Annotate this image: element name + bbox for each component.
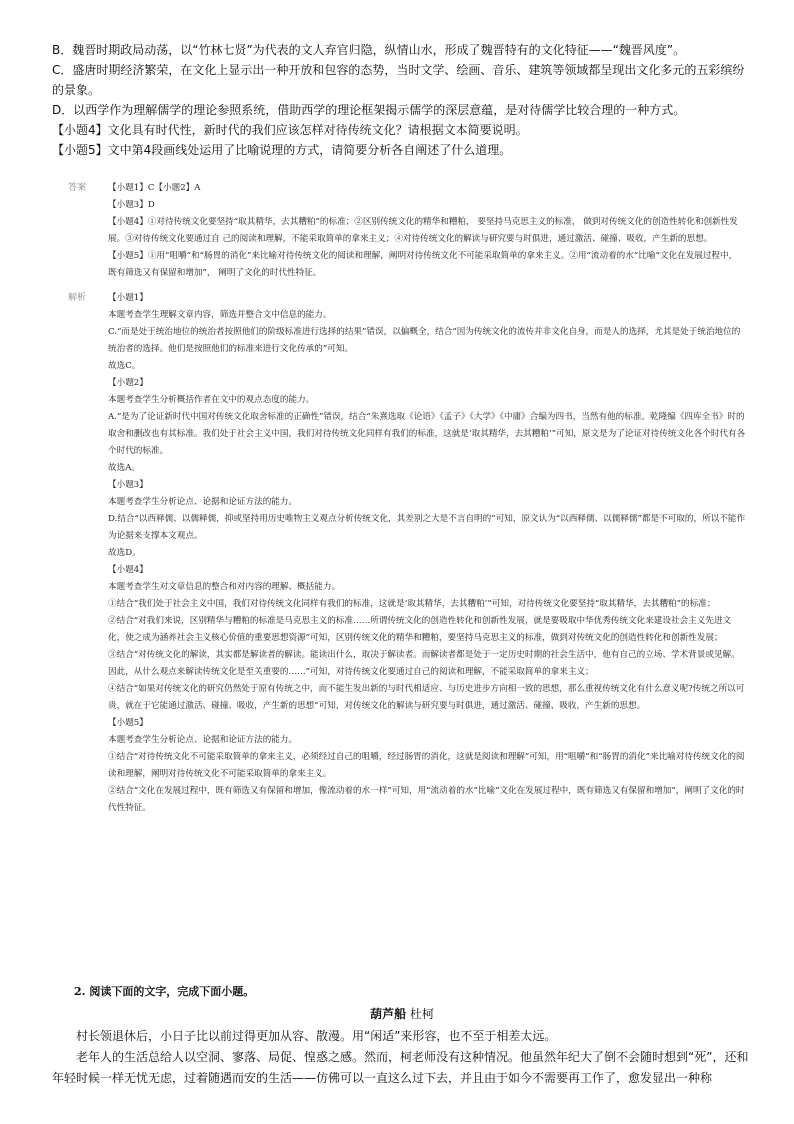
analysis-line: 故选A。 [108,463,140,473]
analysis-line: 【小题5】 [108,718,148,728]
analysis-line: ②结合“对我们来说，区别精华与糟粕的标准是马克思主义的标准……所谓传统文化的创造性转化和创新性发展，就是要吸取中华优秀传统文化来建设社会主义先进文化，使之成为涵养社会主义核心价值的重要思想资源”可知，区别传统文化的精华和糟粕，要坚持马克思主义的标准，做到对传统文化的创造性转化和创新性发展； [108,616,732,643]
option-c: C．盛唐时期经济繁荣，在文化上显示出一种开放和包容的态势，当时文学、绘画、音乐、建筑等领域都呈现出文化多元的五彩缤纷的景象。 [52,63,745,97]
answer-analysis-section [68,180,748,817]
passage-author: 杜柯 [409,1007,434,1021]
analysis-line: 故选C。 [108,361,141,371]
analysis-label: 解析 [68,293,87,303]
analysis-line: 故选D。 [108,548,141,558]
analysis-line: 【小题2】 [108,378,148,388]
answer-line: 【小题4】①对待传统文化要坚持“取其精华，去其糟粕”的标准；②区别传统文化的精华和糟粕， 要坚持马克思主义的标准， 做到对传统文化的创造性转化和创新性发展。③对待传统文化要通过自 己的阅读和理解，不能采取简单的拿来主义；④对待传统文化的解读与研究要与时俱进，通过激活、碰撞、吸收，产生新的思想。 [108,217,738,244]
answer-lines [108,180,748,282]
analysis-block [68,290,748,817]
passage-paragraph: 老年人的生活总给人以空洞、寥落、局促、惶惑之感。然而，柯老师没有这种情况。他虽然年纪大了倒不会随时想到“死”，还和年轻时候一样无忧无虑，过着随遇而安的生活——仿佛可以一直这么过下去，并且由于如今不需要再工作了，愈发显出一种称 [52,1050,749,1085]
analysis-line: ③结合“对传统文化的解读，其实都是解读者的解读。能读出什么，取决于解读者。而解读者都是处于一定历史时期的社会生活中，他有自己的立场、学术背景或见解。因此，从什么观点来解读传统文化是至关重要的……”可知，对待传统文化要通过自己的阅读和理解，不能采取简单的拿来主义； [108,650,740,677]
analysis-line: 本题考查学生分析论点、论据和论证方法的能力。 [108,735,298,745]
passage-title: 葫芦船 [370,1007,407,1021]
sub-question-4: 【小题4】文化具有时代性，新时代的我们应该怎样对待传统文化？请根据文本简要说明。 [52,123,528,137]
analysis-line: A.“是为了论证新时代中国对传统文化取舍标准的正确性”错误，结合“朱熹选取《论语》《孟子》《大学》《中庸》合编为四书，当然有他的标准。乾隆编《四库全书》时的取舍和删改也有其标准。我们处于社会主义中国，我们对待传统文化同样有我们的标准，这就是‘取其精华，去其糟粕’”可知，原文是为了论证对待传统文化各个时代有各个时代的标准。 [108,412,746,456]
analysis-line: ①结合“我们处于社会主义中国，我们对待传统文化同样有我们的标准，这就是‘取其精华，去其糟粕’”可知，对待传统文化要坚持“取其精华，去其糟粕”的标准； [108,599,716,609]
sub-question-5: 【小题5】文中第4段画线处运用了比喻说理的方式，请简要分析各自阐述了什么道理。 [52,143,512,157]
answer-line: 【小题1】C【小题2】A [108,183,201,193]
answer-block [68,180,748,282]
analysis-line: 本题考查学生对文章信息的整合和对内容的理解、概括能力。 [108,582,341,592]
analysis-line: 【小题3】 [108,480,148,490]
analysis-line: 本题考查学生分析概括作者在文中的观点态度的能力。 [108,395,315,405]
analysis-lines [108,290,748,817]
question-2-section [52,983,752,1089]
passage-heading [52,1005,752,1022]
analysis-line: ①结合“对待传统文化不可能采取简单的拿来主义，必须经过自己的咀嚼，经过肠胃的消化，这就是阅读和理解”可知，用“咀嚼”和“肠胃的消化”来比喻对待传统文化的阅读和理解，阐明对待传统文化不可能采取简单的拿来主义。 [108,752,745,779]
answer-line: 【小题3】D [108,200,155,210]
analysis-line: 【小题1】 [108,293,148,303]
question-text-block [52,40,752,160]
analysis-line: ②结合“文化在发展过程中，既有筛选又有保留和增加，像流动着的水一样”可知，用“流动着的水”比喻“文化在发展过程中，既有筛选又有保留和增加”，阐明了文化的时代性特征。 [108,786,745,813]
analysis-line: C.“而是处于统治地位的统治者按照他们的阶级标准进行选择的结果”错误，以偏概全，结合“因为传统文化的流传并非文化自身，而是人的选择，尤其是处于统治地位的统治者的选择。他们是按照他们的标准来进行文化传承的”可知。 [108,327,741,354]
question-2-title: 2. 阅读下面的文字，完成下面小题。 [74,985,255,998]
option-b: B．魏晋时期政局动荡，以“竹林七贤”为代表的文人弃官归隐，纵情山水，形成了魏晋特有的文化特征——“魏晋风度”。 [52,43,686,57]
option-d: D．以西学作为理解儒学的理论参照系统，借助西学的理论框架揭示儒学的深层意蕴，是对待儒学比较合理的一种方式。 [52,103,686,117]
answer-line: 【小题5】①用“咀嚼”和“肠胃的消化”来比喻对待传统文化的阅读和理解，阐明对待传统文化不可能采取简单的拿来主义。②用“流动着的水”比喻“文化在发展过程中， 既有筛选又有保留和增加”， 阐明了文化的时代性特征。 [108,251,738,278]
answer-label: 答案 [68,183,87,193]
analysis-line: 本题考查学生分析论点、论据和论证方法的能力。 [108,497,298,507]
passage-paragraph: 村长领退休后，小日子比以前过得更加从容、散漫。用“闲适”来形容，也不至于相差太远。 [76,1029,557,1043]
analysis-line: ④结合“如果对传统文化的研究仍然处于原有传统之中，而不能生发出新的与时代相适应、与历史进步方向相一致的思想，那么重视传统文化有什么意义呢?传统之所以可贵，就在于它能通过激活、碰撞、吸收，产生新的思想”可知，对传统文化的解读与研究要与时俱进，通过激活、碰撞、吸收，产生新的思想。 [108,684,745,711]
analysis-line: 【小题4】 [108,565,148,575]
analysis-line: D.结合“以西释儒、以儒释儒，抑或坚持用历史唯物主义观点分析传统文化，其差别之大是不言自明的”可知，原文认为“以西释儒、以儒释儒”都是不可取的，所以不能作为论据来支撑本文观点。 [108,514,746,541]
analysis-line: 本题考查学生理解文章内容，筛选并整合文中信息的能力。 [108,310,332,320]
